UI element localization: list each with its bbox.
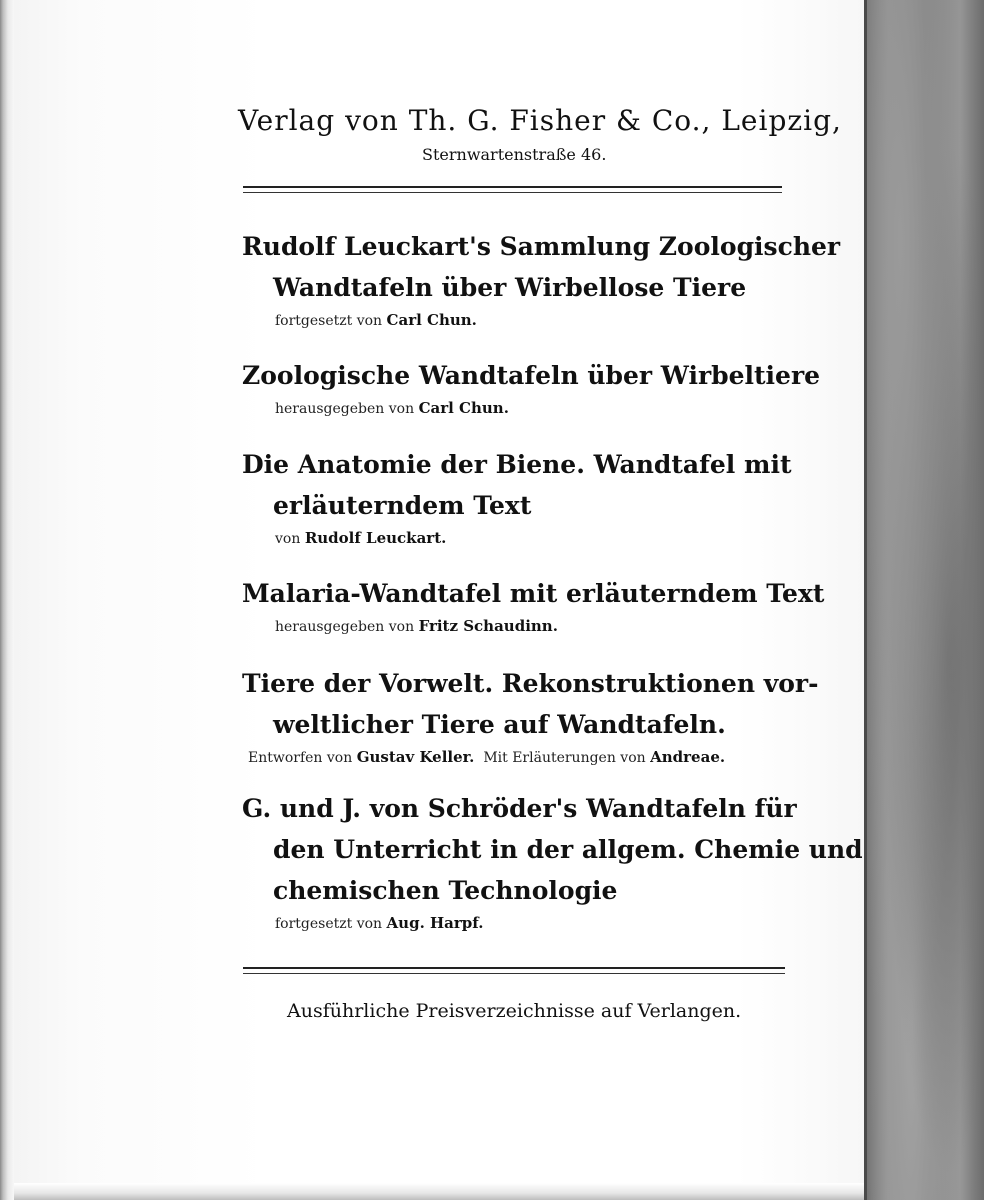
price-list-note: Ausführliche Preisverzeichnisse auf Verlangen. — [287, 1000, 742, 1022]
bottom-rule-upper — [243, 967, 785, 969]
credit-name: Fritz Schaudinn. — [418, 617, 558, 635]
credit-prefix: herausgegeben von — [275, 401, 415, 417]
entry-title-line: Tiere der Vorwelt. Rekonstruktionen vor- — [242, 669, 819, 698]
entry-credit — [242, 398, 802, 419]
entry-leuckart-sammlung — [242, 226, 841, 331]
credit-name: Rudolf Leuckart. — [304, 529, 447, 547]
credit-prefix-2: Mit Erläuterungen von — [483, 750, 646, 766]
entry-title-line: chemischen Technologie — [273, 876, 618, 905]
entry-title-line: den Unterricht in der allgem. Chemie und — [273, 835, 863, 864]
credit-name: Carl Chun. — [418, 399, 509, 417]
credit-name: Gustav Keller. — [356, 748, 475, 766]
publisher-line: Verlag von Th. G. Fisher & Co., Leipzig, — [238, 104, 842, 137]
entry-title-line: Malaria-Wandtafel mit erläuterndem Text — [242, 579, 825, 608]
entry-tiere-der-vorwelt — [242, 663, 819, 768]
credit-prefix: fortgesetzt von — [275, 916, 383, 932]
entry-title-line: weltlicher Tiere auf Wandtafeln. — [273, 710, 726, 739]
entry-credit — [242, 747, 802, 768]
entry-credit — [242, 528, 802, 549]
credit-name-2: Andreae. — [650, 748, 726, 766]
left-page-edge — [0, 0, 14, 1200]
entry-credit — [242, 913, 802, 934]
entry-credit — [242, 310, 802, 331]
credit-prefix: von — [275, 531, 301, 547]
entry-title-line: Wandtafeln über Wirbellose Tiere — [273, 273, 747, 302]
gray-backing-paper — [864, 0, 984, 1200]
entry-zoologische-wandtafeln — [242, 355, 821, 419]
credit-prefix: fortgesetzt von — [275, 313, 383, 329]
entry-malaria-wandtafel — [242, 573, 825, 637]
top-rule-upper — [243, 186, 782, 188]
entry-schroeder-wandtafeln — [242, 788, 863, 934]
credit-prefix: Entworfen von — [248, 750, 353, 766]
bottom-page-edge — [14, 1183, 864, 1200]
bottom-rule-lower — [243, 973, 785, 974]
entry-title-line: G. und J. von Schröder's Wandtafeln für — [242, 794, 797, 823]
entry-title-line: Rudolf Leuckart's Sammlung Zoologischer — [242, 232, 841, 261]
address-line: Sternwartenstraße 46. — [422, 145, 607, 164]
entry-title-line: Die Anatomie der Biene. Wandtafel mit — [242, 450, 792, 479]
entry-title-line: erläuterndem Text — [273, 491, 532, 520]
entry-credit — [242, 616, 802, 637]
credit-name: Carl Chun. — [386, 311, 477, 329]
entry-anatomie-biene — [242, 444, 802, 549]
top-rule-lower — [243, 192, 782, 193]
credit-name: Aug. Harpf. — [386, 914, 484, 932]
credit-prefix: herausgegeben von — [275, 619, 415, 635]
entry-title-line: Zoologische Wandtafeln über Wirbeltiere — [242, 361, 821, 390]
